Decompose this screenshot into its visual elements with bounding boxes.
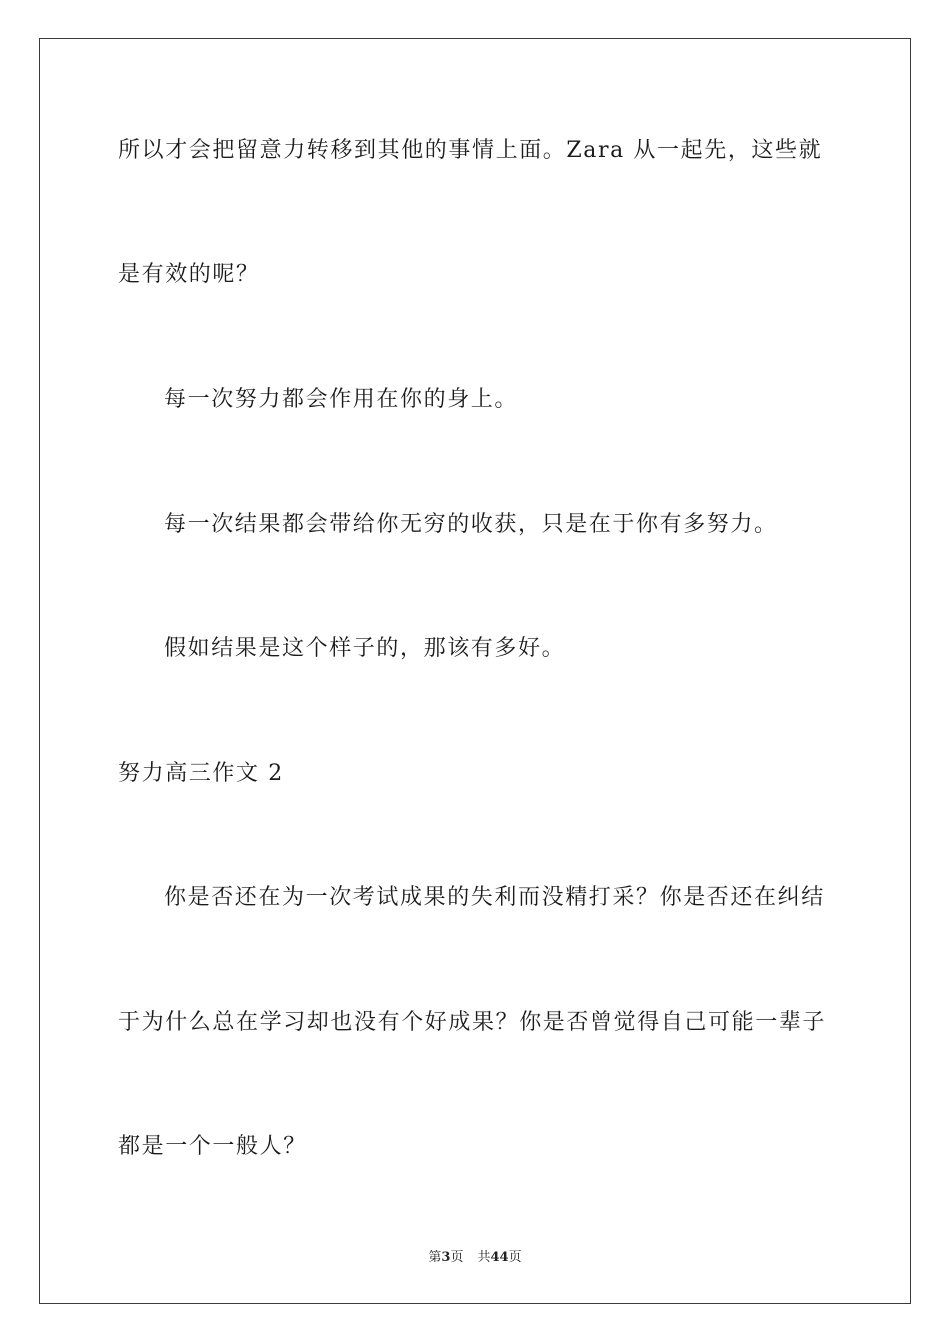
paragraph-line-3: 每一次努力都会作用在你的身上。 [164,387,519,412]
paragraph-line-1: 所以才会把留意力转移到其他的事情上面。Zara 从一起先，这些就 [118,138,823,163]
footer-page-suffix: 页 [450,1250,464,1265]
paragraph-line-7: 你是否还在为一次考试成果的失利而没精打采？你是否还在纠结 [164,885,825,910]
page-border [39,38,911,1304]
paragraph-line-4: 每一次结果都会带给你无穷的收获，只是在于你有多努力。 [164,512,778,537]
paragraph-line-2: 是有效的呢？ [118,262,260,287]
footer-total-suffix: 页 [508,1250,522,1265]
footer-total-pages: 44 [490,1250,509,1265]
footer-page-number: 3 [441,1250,451,1265]
paragraph-line-5: 假如结果是这个样子的，那该有多好。 [164,636,566,661]
paragraph-line-9: 都是一个一般人？ [118,1134,307,1159]
section-heading: 努力高三作文 2 [118,761,284,786]
paragraph-line-8: 于为什么总在学习却也没有个好成果？你是否曾觉得自己可能一辈子 [118,1010,827,1035]
footer-page-prefix: 第 [428,1250,442,1265]
page-footer [0,1246,950,1265]
footer-total-prefix: 共 [477,1250,491,1265]
